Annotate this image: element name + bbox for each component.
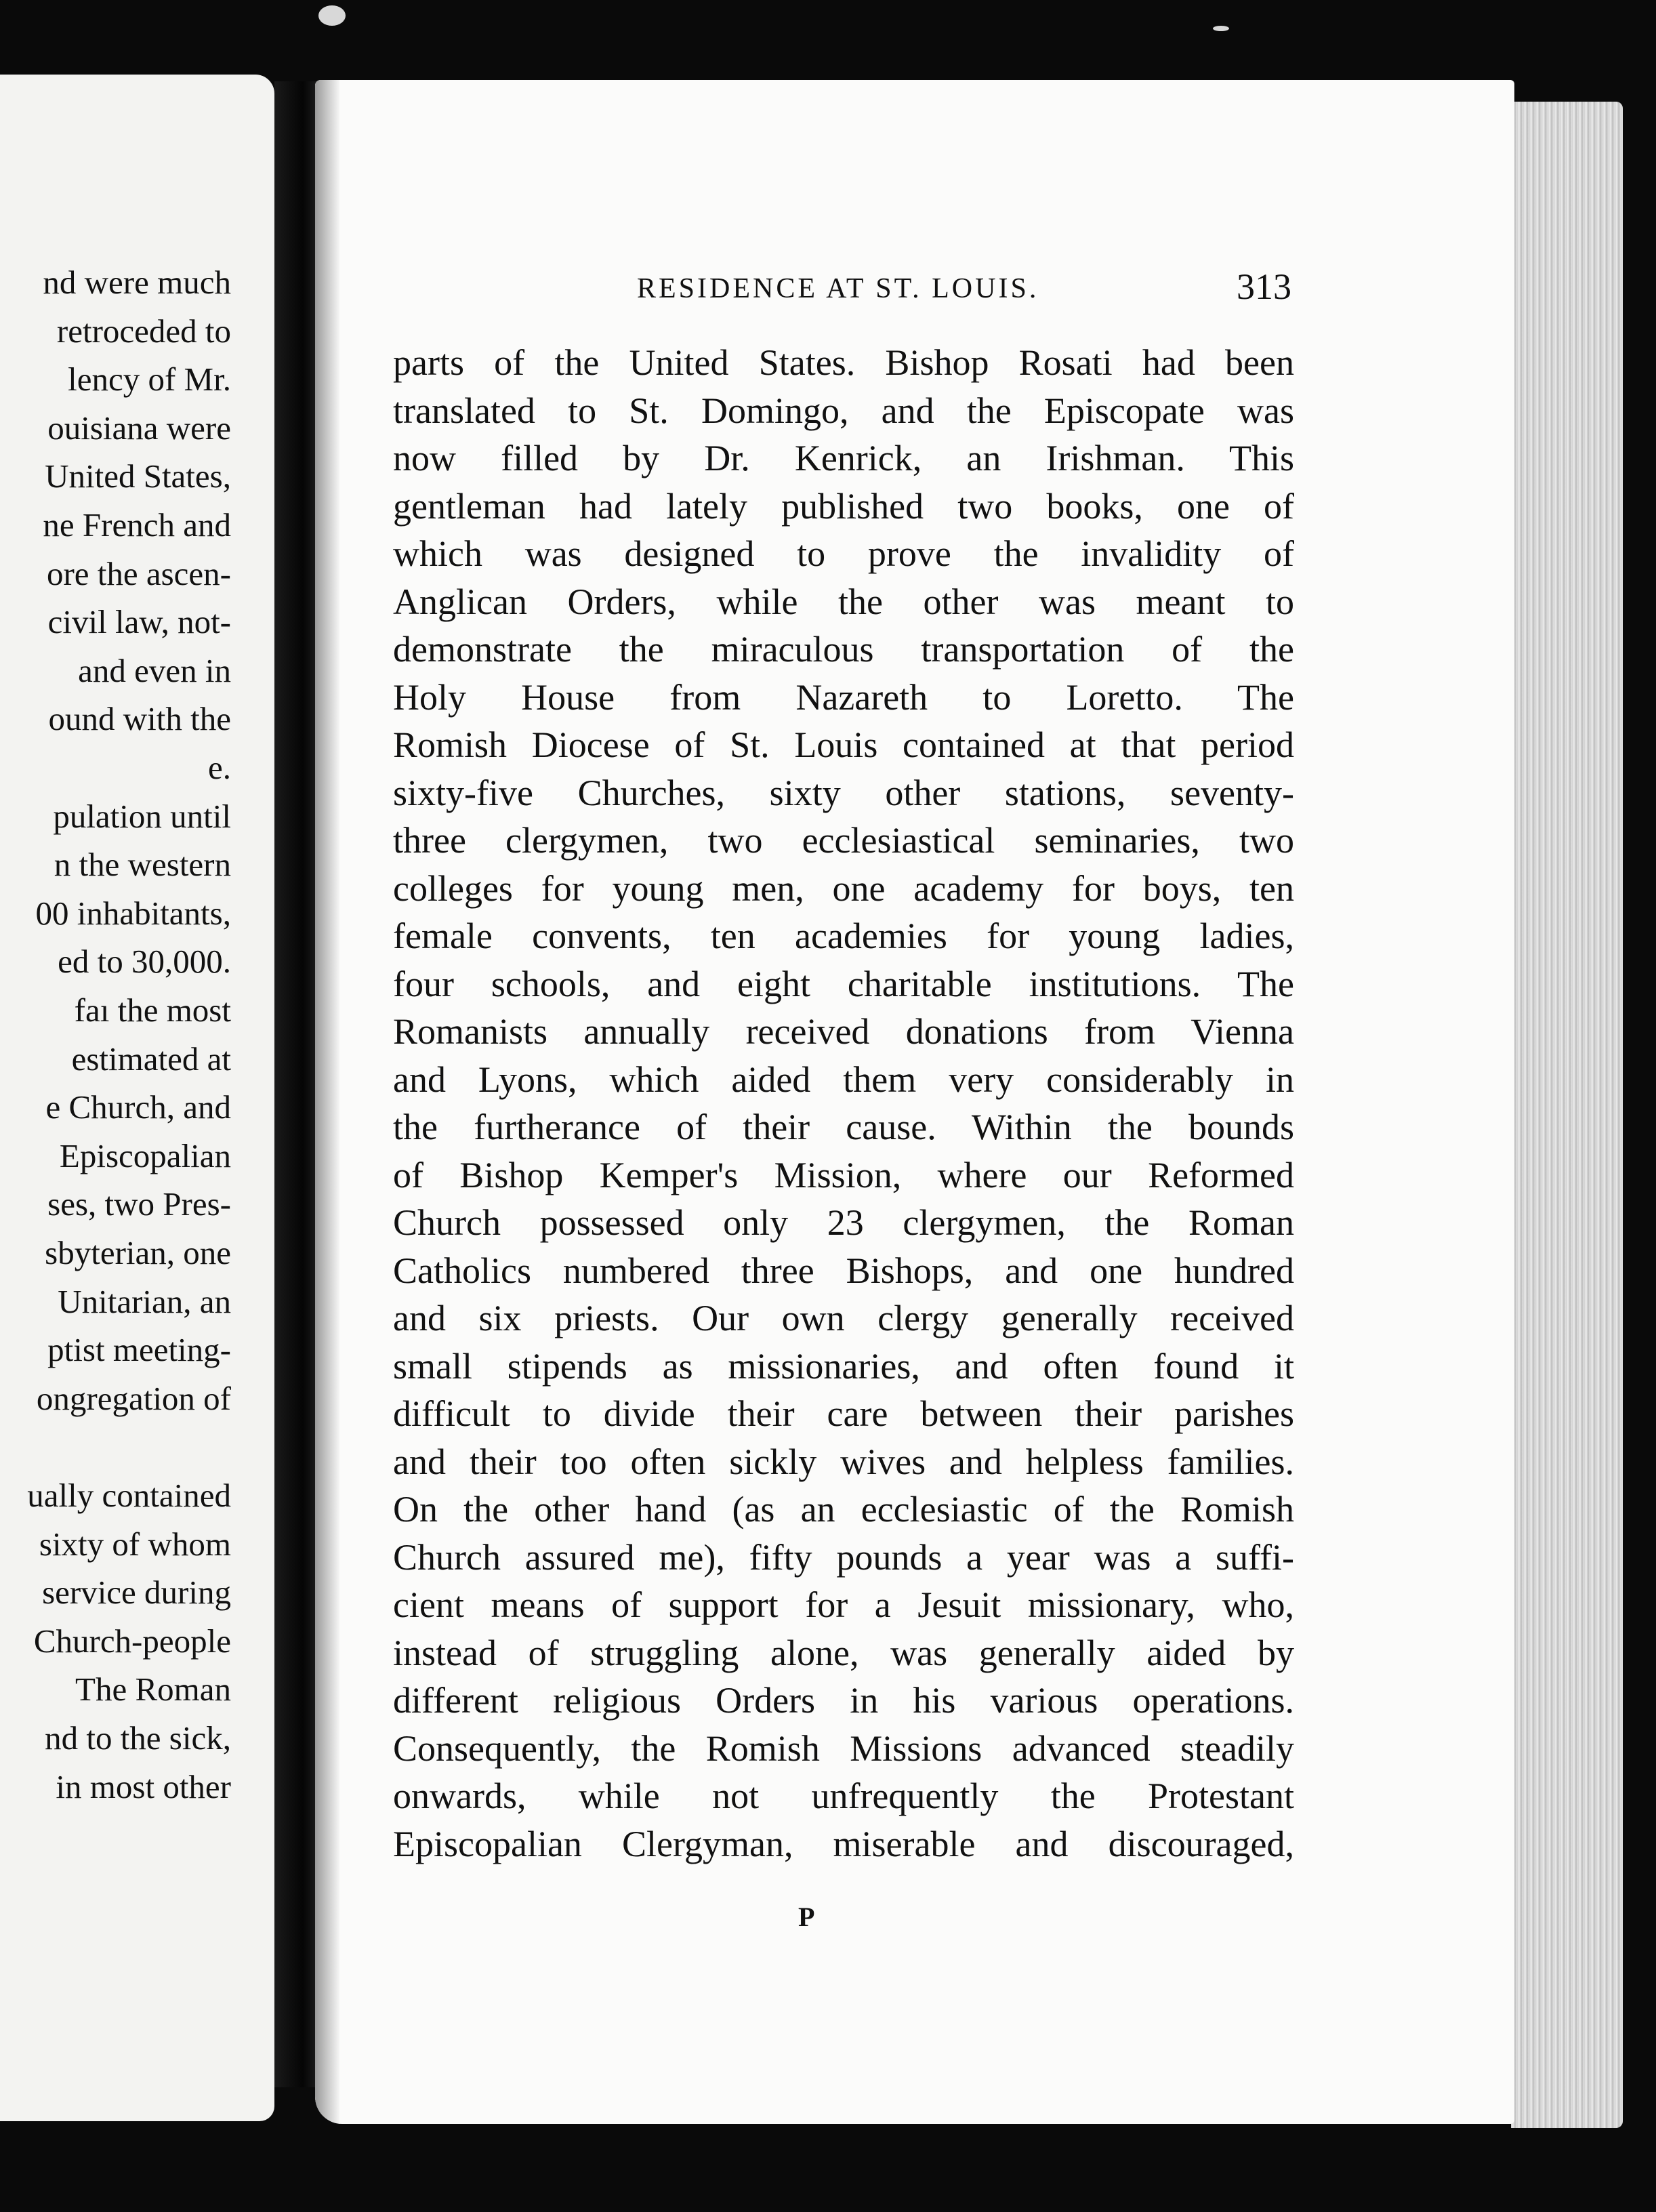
left-page bbox=[0, 75, 274, 2121]
body-text-line: Romanists annually received donations from Vienna bbox=[393, 1011, 1294, 1052]
page-number: 313 bbox=[1237, 266, 1291, 307]
left-text-line: e Church, and bbox=[45, 1088, 231, 1126]
left-text-line: United States, bbox=[45, 457, 231, 495]
left-text-line: n the western bbox=[54, 846, 231, 884]
left-text-line: Episcopalian bbox=[59, 1136, 231, 1174]
left-text-line: ne French and bbox=[43, 506, 231, 544]
body-text-line: now filled by Dr. Kenrick, an Irishman. This bbox=[393, 438, 1294, 478]
left-text-line: ed to 30,000. bbox=[58, 943, 231, 981]
left-text-line: e. bbox=[208, 749, 231, 786]
body-text-line: Anglican Orders, while the other was meant to bbox=[393, 581, 1294, 622]
running-head: RESIDENCE AT ST. LOUIS. bbox=[637, 273, 1039, 304]
body-text-line: instead of struggling alone, was generally aided by bbox=[393, 1632, 1294, 1673]
left-text-line: nd to the sick, bbox=[45, 1719, 231, 1757]
left-text-line: faı the most bbox=[74, 991, 231, 1029]
left-text-line: ore the ascen- bbox=[46, 554, 231, 592]
left-text-line: sixty of whom bbox=[39, 1525, 231, 1563]
left-text-line: Church-people bbox=[33, 1622, 231, 1660]
body-text-line: female convents, ten academies for young ladies, bbox=[393, 916, 1294, 956]
body-text-line: onwards, while not unfrequently the Protestant bbox=[393, 1776, 1294, 1816]
left-text-line: 00 inhabitants, bbox=[35, 894, 231, 932]
body-text-line: translated to St. Domingo, and the Episcopate was bbox=[393, 390, 1294, 431]
body-text-line: difficult to divide their care between their parishes bbox=[393, 1393, 1294, 1434]
body-text-line: colleges for young men, one academy for boys, ten bbox=[393, 867, 1294, 909]
left-text-line: Unitarian, an bbox=[58, 1282, 231, 1320]
left-text-line: sbyterian, one bbox=[45, 1234, 231, 1271]
left-text-line: civil law, not- bbox=[47, 603, 231, 641]
left-text-line: retroceded to bbox=[56, 312, 231, 350]
body-text-line: Holy House from Nazareth to Loretto. The bbox=[393, 676, 1294, 718]
body-text-line: Episcopalian Clergyman, miserable and discouraged, bbox=[393, 1823, 1294, 1864]
body-text-line: Catholics numbered three Bishops, and one hundred bbox=[393, 1250, 1294, 1291]
body-text-line: sixty-five Churches, sixty other stations, seventy- bbox=[393, 772, 1294, 813]
scan-speck bbox=[1213, 26, 1229, 31]
body-text-line: four schools, and eight charitable institutions. The bbox=[393, 963, 1294, 1004]
body-text-line: demonstrate the miraculous transportation of the bbox=[393, 629, 1294, 670]
body-text-line: parts of the United States. Bishop Rosati had been bbox=[393, 342, 1294, 383]
right-page bbox=[315, 80, 1514, 2124]
left-text-line: service during bbox=[42, 1574, 231, 1612]
body-text-line: three clergymen, two ecclesiastical seminaries, two bbox=[393, 820, 1294, 861]
left-text-line: The Roman bbox=[75, 1671, 231, 1708]
left-text-line: ually contained bbox=[27, 1477, 231, 1514]
left-text-line: ongregation of bbox=[36, 1379, 231, 1417]
body-text-line: Church assured me), fifty pounds a year was a suffi- bbox=[393, 1536, 1294, 1578]
left-text-line: in most other bbox=[56, 1767, 231, 1805]
body-text-line: of Bishop Kemper's Mission, where our Reformed bbox=[393, 1154, 1294, 1195]
left-text-line: and even in bbox=[78, 651, 231, 689]
scan-speck bbox=[318, 5, 346, 26]
body-text-line: small stipends as missionaries, and often found it bbox=[393, 1345, 1294, 1387]
body-text-line: Church possessed only 23 clergymen, the Roman bbox=[393, 1202, 1294, 1243]
body-text-line: Romish Diocese of St. Louis contained at that period bbox=[393, 724, 1294, 765]
body-text-line: gentleman had lately published two books, one of bbox=[393, 485, 1294, 527]
left-text-line: ptist meeting- bbox=[47, 1331, 231, 1369]
body-text-line: and their too often sickly wives and helpless families. bbox=[393, 1441, 1294, 1482]
body-text-line: and six priests. Our own clergy generally received bbox=[393, 1298, 1294, 1338]
page-curve-shadow bbox=[315, 80, 339, 2124]
signature-mark: P bbox=[798, 1902, 815, 1932]
left-text-line: ound with the bbox=[48, 700, 231, 738]
left-text-line: ses, two Pres- bbox=[47, 1185, 231, 1223]
body-text-line: different religious Orders in his various operations. bbox=[393, 1680, 1294, 1721]
left-text-line: pulation until bbox=[53, 797, 231, 835]
body-text-line: which was designed to prove the invalidity of bbox=[393, 533, 1294, 574]
body-text-line: Consequently, the Romish Missions advanced steadily bbox=[393, 1727, 1294, 1769]
page-header bbox=[0, 266, 1656, 306]
left-text-line: estimated at bbox=[71, 1040, 231, 1078]
body-text-line: On the other hand (as an ecclesiastic of the Romish bbox=[393, 1489, 1294, 1530]
body-text-line: and Lyons, which aided them very considerably in bbox=[393, 1059, 1294, 1100]
body-text-line: the furtherance of their cause. Within the bounds bbox=[393, 1107, 1294, 1147]
body-text-line: cient means of support for a Jesuit missionary, who, bbox=[393, 1584, 1294, 1625]
left-text-line: ouisiana were bbox=[47, 409, 231, 447]
page-edges bbox=[1511, 102, 1623, 2128]
left-text-line: nd were much bbox=[43, 264, 231, 301]
left-text-line: lency of Mr. bbox=[68, 361, 231, 398]
